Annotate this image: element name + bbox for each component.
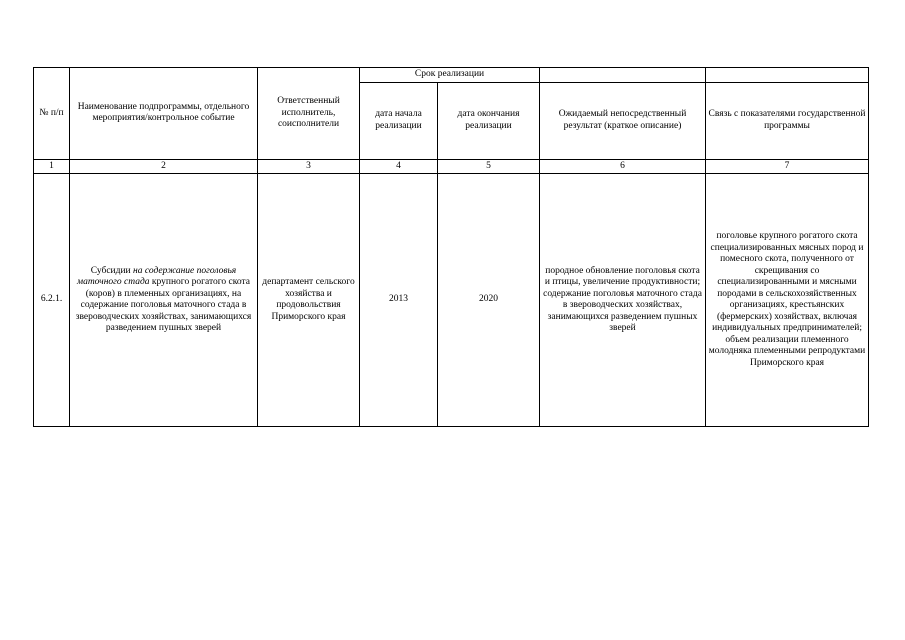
row-number: 6.2.1. [34, 174, 70, 427]
program-table [33, 67, 869, 427]
header-col-5: дата окончания реализации [438, 82, 540, 159]
row-name [70, 174, 258, 427]
row-name-part1: Субсидии [90, 265, 134, 276]
column-number: 3 [258, 159, 360, 174]
header-col-6-top [540, 68, 706, 83]
table-row [34, 174, 869, 427]
row-start-date: 2013 [360, 174, 438, 427]
header-col-3: Ответственный исполнитель, соисполнители [258, 68, 360, 160]
header-col-1: № п/п [34, 68, 70, 160]
header-col-4: дата начала реализации [360, 82, 438, 159]
column-number: 4 [360, 159, 438, 174]
column-number: 7 [706, 159, 869, 174]
column-number: 6 [540, 159, 706, 174]
column-number-row [34, 159, 869, 174]
header-col-2: Наименование подпрограммы, отдельного мероприятия/контрольное событие [70, 68, 258, 160]
column-number: 2 [70, 159, 258, 174]
header-col-7: Связь с показателями государственной программы [706, 82, 869, 159]
row-program-link: поголовье крупного рогатого скота специализированных мясных пород и помесного скота, полученного от скрещивания со специализированными и мясными породами в сельскохозяйственных организациях, крестьянских (фермерских) хозяйствах, включая индивидуальных предпринимателей; объем реализации племенного молодняка племенными репродуктами Приморского края [706, 174, 869, 427]
row-name-part2: крупного рогатого скота (коров) в племенных организациях, на содержание поголовья маточного стада в звероводческих хозяйствах, занимающихся разведением пушных зверей [75, 277, 252, 333]
row-result: породное обновление поголовья скота и птицы, увеличение продуктивности; содержание поголовья маточного стада в звероводческих хозяйствах, занимающихся разведением пушных зверей [540, 174, 706, 427]
column-number: 1 [34, 159, 70, 174]
header-col-7-top [706, 68, 869, 83]
column-number: 5 [438, 159, 540, 174]
header-col-6: Ожидаемый непосредственный результат (краткое описание) [540, 82, 706, 159]
row-executor: департамент сельского хозяйства и продовольствия Приморского края [258, 174, 360, 427]
header-row-top [34, 68, 869, 83]
row-name-italic: на содержание поголовья маточного стада [77, 265, 237, 287]
row-end-date: 2020 [438, 174, 540, 427]
header-group-term: Срок реализации [360, 68, 540, 83]
